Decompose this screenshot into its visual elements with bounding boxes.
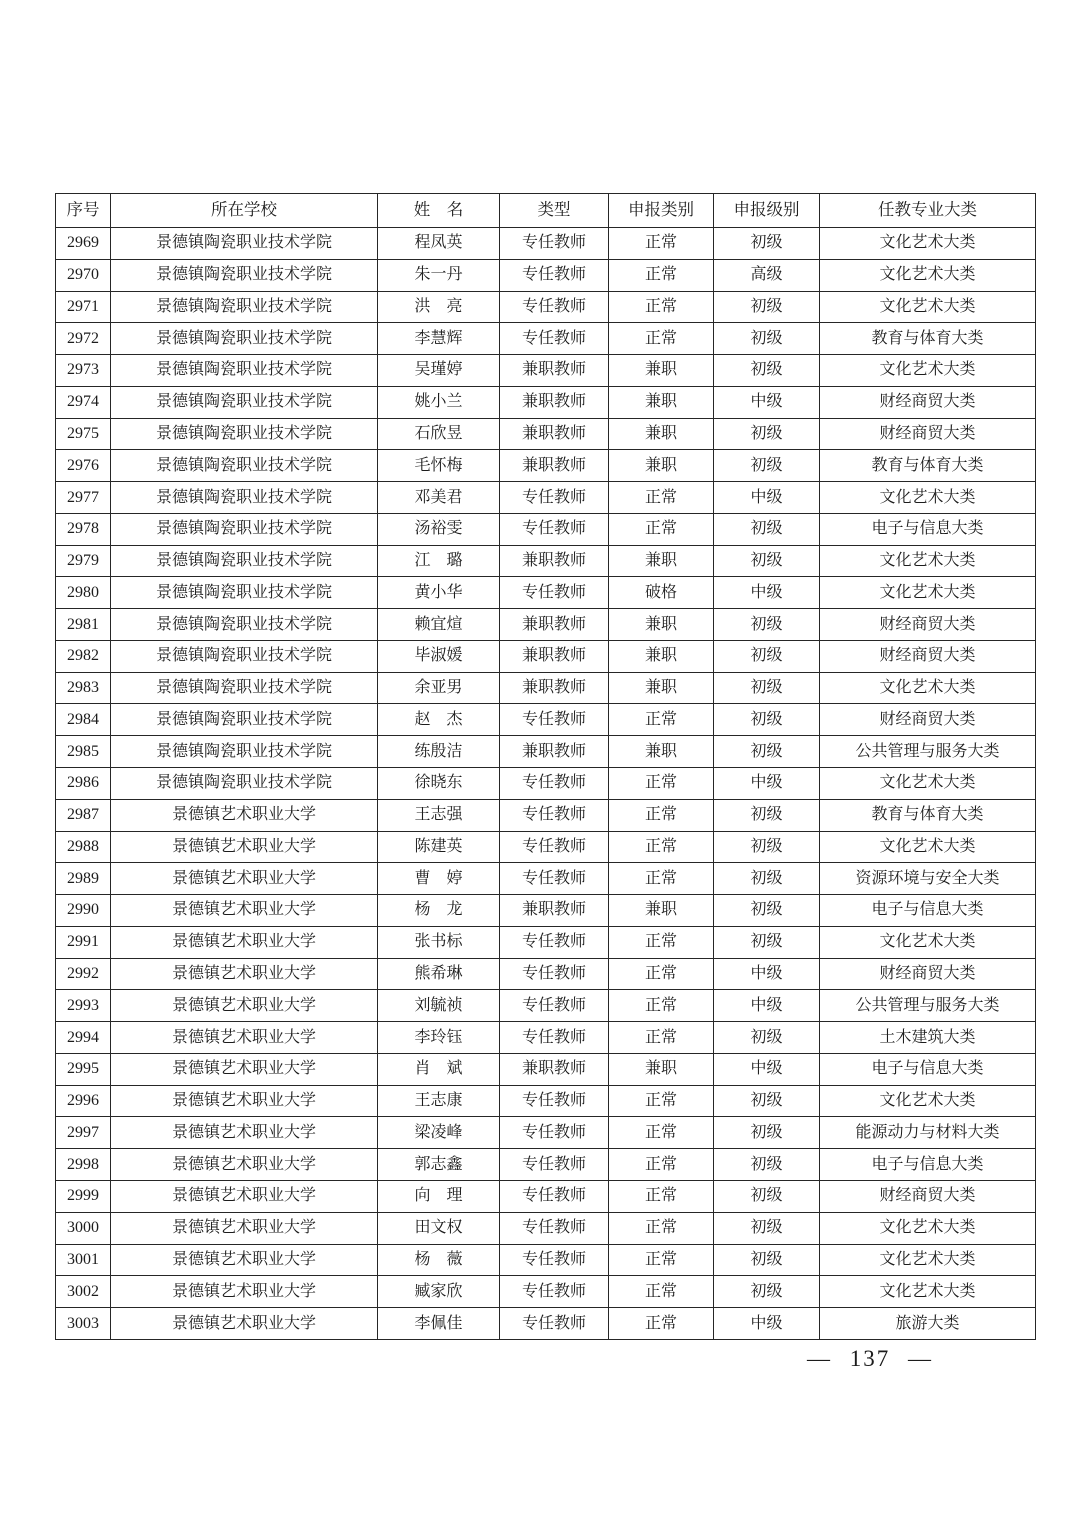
table-cell: 向 理 xyxy=(378,1180,500,1212)
table-cell: 兼职教师 xyxy=(500,545,609,577)
table-cell: 初级 xyxy=(714,418,820,450)
table-cell: 正常 xyxy=(609,259,714,291)
table-cell: 2997 xyxy=(56,1117,111,1149)
table-cell: 初级 xyxy=(714,1276,820,1308)
table-cell: 兼职 xyxy=(609,386,714,418)
table-row xyxy=(56,831,1036,863)
table-cell: 专任教师 xyxy=(500,259,609,291)
table-cell: 景德镇艺术职业大学 xyxy=(111,958,378,990)
table-cell: 专任教师 xyxy=(500,1308,609,1340)
table-cell: 兼职 xyxy=(609,895,714,927)
table-cell: 2988 xyxy=(56,831,111,863)
column-header-6: 申报级别 xyxy=(714,194,820,228)
table-cell: 景德镇艺术职业大学 xyxy=(111,1308,378,1340)
table-row xyxy=(56,799,1036,831)
table-row xyxy=(56,958,1036,990)
table-cell: 文化艺术大类 xyxy=(820,831,1036,863)
table-cell: 文化艺术大类 xyxy=(820,926,1036,958)
table-row xyxy=(56,577,1036,609)
table-cell: 景德镇陶瓷职业技术学院 xyxy=(111,704,378,736)
table-cell: 王志强 xyxy=(378,799,500,831)
table-cell: 初级 xyxy=(714,1022,820,1054)
table-cell: 文化艺术大类 xyxy=(820,1244,1036,1276)
table-cell: 2969 xyxy=(56,228,111,260)
column-header-4: 类型 xyxy=(500,194,609,228)
table-cell: 兼职 xyxy=(609,545,714,577)
table-cell: 电子与信息大类 xyxy=(820,513,1036,545)
table-cell: 中级 xyxy=(714,768,820,800)
table-cell: 初级 xyxy=(714,1244,820,1276)
table-row xyxy=(56,1308,1036,1340)
table-row xyxy=(56,323,1036,355)
table-row xyxy=(56,768,1036,800)
table-cell: 2978 xyxy=(56,513,111,545)
table-cell: 专任教师 xyxy=(500,291,609,323)
table-cell: 2985 xyxy=(56,736,111,768)
table-row xyxy=(56,418,1036,450)
table-row xyxy=(56,1117,1036,1149)
table-cell: 2980 xyxy=(56,577,111,609)
table-cell: 2974 xyxy=(56,386,111,418)
table-cell: 兼职教师 xyxy=(500,640,609,672)
table-cell: 景德镇陶瓷职业技术学院 xyxy=(111,736,378,768)
table-cell: 3003 xyxy=(56,1308,111,1340)
table-row xyxy=(56,259,1036,291)
table-cell: 熊希琳 xyxy=(378,958,500,990)
table-row xyxy=(56,1085,1036,1117)
table-cell: 初级 xyxy=(714,799,820,831)
table-cell: 景德镇艺术职业大学 xyxy=(111,895,378,927)
table-cell: 文化艺术大类 xyxy=(820,228,1036,260)
table-cell: 江 璐 xyxy=(378,545,500,577)
table-cell: 文化艺术大类 xyxy=(820,482,1036,514)
table-cell: 汤裕雯 xyxy=(378,513,500,545)
table-cell: 田文权 xyxy=(378,1212,500,1244)
table-cell: 初级 xyxy=(714,926,820,958)
table-cell: 专任教师 xyxy=(500,1149,609,1181)
table-cell: 2976 xyxy=(56,450,111,482)
table-row xyxy=(56,482,1036,514)
table-cell: 景德镇陶瓷职业技术学院 xyxy=(111,672,378,704)
table-cell: 专任教师 xyxy=(500,768,609,800)
table-cell: 曹 婷 xyxy=(378,863,500,895)
table-cell: 电子与信息大类 xyxy=(820,1053,1036,1085)
table-cell: 中级 xyxy=(714,990,820,1022)
table-cell: 景德镇艺术职业大学 xyxy=(111,1117,378,1149)
table-cell: 余亚男 xyxy=(378,672,500,704)
table-cell: 初级 xyxy=(714,704,820,736)
table-cell: 杨 薇 xyxy=(378,1244,500,1276)
table-cell: 景德镇陶瓷职业技术学院 xyxy=(111,545,378,577)
table-cell: 正常 xyxy=(609,513,714,545)
table-body xyxy=(56,228,1036,1340)
table-cell: 正常 xyxy=(609,831,714,863)
table-cell: 初级 xyxy=(714,355,820,387)
table-cell: 3002 xyxy=(56,1276,111,1308)
table-cell: 景德镇陶瓷职业技术学院 xyxy=(111,323,378,355)
table-cell: 文化艺术大类 xyxy=(820,672,1036,704)
table-cell: 2992 xyxy=(56,958,111,990)
table-cell: 初级 xyxy=(714,1149,820,1181)
table-cell: 2979 xyxy=(56,545,111,577)
table-cell: 景德镇陶瓷职业技术学院 xyxy=(111,386,378,418)
table-cell: 程凤英 xyxy=(378,228,500,260)
table-cell: 3000 xyxy=(56,1212,111,1244)
table-cell: 教育与体育大类 xyxy=(820,450,1036,482)
table-cell: 中级 xyxy=(714,958,820,990)
table-cell: 专任教师 xyxy=(500,1085,609,1117)
table-cell: 景德镇艺术职业大学 xyxy=(111,1180,378,1212)
table-cell: 文化艺术大类 xyxy=(820,291,1036,323)
table-cell: 赖宜煊 xyxy=(378,609,500,641)
table-cell: 中级 xyxy=(714,1053,820,1085)
table-cell: 梁凌峰 xyxy=(378,1117,500,1149)
table-cell: 杨 龙 xyxy=(378,895,500,927)
table-cell: 2977 xyxy=(56,482,111,514)
table-row xyxy=(56,1022,1036,1054)
table-cell: 文化艺术大类 xyxy=(820,1085,1036,1117)
table-cell: 正常 xyxy=(609,1244,714,1276)
table-cell: 2987 xyxy=(56,799,111,831)
table-cell: 正常 xyxy=(609,1276,714,1308)
table-cell: 财经商贸大类 xyxy=(820,958,1036,990)
table-cell: 专任教师 xyxy=(500,577,609,609)
table-cell: 文化艺术大类 xyxy=(820,1212,1036,1244)
table-cell: 财经商贸大类 xyxy=(820,386,1036,418)
table-cell: 兼职教师 xyxy=(500,609,609,641)
table-cell: 正常 xyxy=(609,323,714,355)
table-cell: 兼职教师 xyxy=(500,418,609,450)
table-cell: 正常 xyxy=(609,704,714,736)
table-row xyxy=(56,386,1036,418)
table-cell: 专任教师 xyxy=(500,1212,609,1244)
table-cell: 初级 xyxy=(714,291,820,323)
table-cell: 景德镇艺术职业大学 xyxy=(111,1276,378,1308)
table-cell: 正常 xyxy=(609,768,714,800)
table-cell: 专任教师 xyxy=(500,1244,609,1276)
table-cell: 财经商贸大类 xyxy=(820,640,1036,672)
table-cell: 景德镇艺术职业大学 xyxy=(111,1212,378,1244)
table-cell: 景德镇艺术职业大学 xyxy=(111,863,378,895)
column-header-7: 任教专业大类 xyxy=(820,194,1036,228)
table-cell: 2984 xyxy=(56,704,111,736)
table-cell: 李玲钰 xyxy=(378,1022,500,1054)
table-cell: 破格 xyxy=(609,577,714,609)
table-cell: 姚小兰 xyxy=(378,386,500,418)
table-cell: 文化艺术大类 xyxy=(820,545,1036,577)
table-cell: 2981 xyxy=(56,609,111,641)
table-cell: 能源动力与材料大类 xyxy=(820,1117,1036,1149)
table-cell: 吴瑾婷 xyxy=(378,355,500,387)
table-row xyxy=(56,704,1036,736)
table-cell: 兼职教师 xyxy=(500,355,609,387)
table-cell: 正常 xyxy=(609,1308,714,1340)
table-cell: 专任教师 xyxy=(500,863,609,895)
table-cell: 高级 xyxy=(714,259,820,291)
table-cell: 初级 xyxy=(714,672,820,704)
table-cell: 黄小华 xyxy=(378,577,500,609)
table-row xyxy=(56,355,1036,387)
table-cell: 景德镇陶瓷职业技术学院 xyxy=(111,640,378,672)
table-cell: 兼职 xyxy=(609,450,714,482)
table-cell: 毛怀梅 xyxy=(378,450,500,482)
table-cell: 正常 xyxy=(609,1212,714,1244)
table-cell: 文化艺术大类 xyxy=(820,355,1036,387)
table-cell: 正常 xyxy=(609,1085,714,1117)
table-cell: 景德镇陶瓷职业技术学院 xyxy=(111,259,378,291)
table-cell: 正常 xyxy=(609,799,714,831)
table-cell: 财经商贸大类 xyxy=(820,1180,1036,1212)
table-cell: 兼职教师 xyxy=(500,450,609,482)
column-header-5: 申报类别 xyxy=(609,194,714,228)
table-cell: 2994 xyxy=(56,1022,111,1054)
table-cell: 兼职 xyxy=(609,418,714,450)
table-cell: 李慧辉 xyxy=(378,323,500,355)
table-cell: 专任教师 xyxy=(500,990,609,1022)
table-cell: 正常 xyxy=(609,1117,714,1149)
table-cell: 兼职 xyxy=(609,355,714,387)
table-cell: 财经商贸大类 xyxy=(820,609,1036,641)
table-cell: 正常 xyxy=(609,482,714,514)
table-cell: 正常 xyxy=(609,1022,714,1054)
table-cell: 文化艺术大类 xyxy=(820,768,1036,800)
table-cell: 刘毓祯 xyxy=(378,990,500,1022)
table-cell: 兼职教师 xyxy=(500,386,609,418)
table-cell: 初级 xyxy=(714,1117,820,1149)
table-cell: 景德镇陶瓷职业技术学院 xyxy=(111,450,378,482)
table-cell: 兼职 xyxy=(609,609,714,641)
table-cell: 景德镇陶瓷职业技术学院 xyxy=(111,418,378,450)
table-cell: 初级 xyxy=(714,228,820,260)
table-row xyxy=(56,1276,1036,1308)
table-cell: 初级 xyxy=(714,640,820,672)
table-cell: 陈建英 xyxy=(378,831,500,863)
table-row xyxy=(56,895,1036,927)
table-cell: 初级 xyxy=(714,1212,820,1244)
table-cell: 2971 xyxy=(56,291,111,323)
table-cell: 初级 xyxy=(714,1180,820,1212)
table-cell: 景德镇艺术职业大学 xyxy=(111,1085,378,1117)
table-row xyxy=(56,1212,1036,1244)
table-cell: 文化艺术大类 xyxy=(820,259,1036,291)
table-row xyxy=(56,640,1036,672)
table-cell: 徐晓东 xyxy=(378,768,500,800)
table-row xyxy=(56,1244,1036,1276)
table-cell: 2986 xyxy=(56,768,111,800)
table-row xyxy=(56,1149,1036,1181)
table-row xyxy=(56,228,1036,260)
header-row xyxy=(56,194,1036,228)
table-cell: 初级 xyxy=(714,831,820,863)
table-row xyxy=(56,450,1036,482)
table-cell: 教育与体育大类 xyxy=(820,323,1036,355)
table-cell: 李佩佳 xyxy=(378,1308,500,1340)
table-cell: 正常 xyxy=(609,926,714,958)
table-cell: 郭志鑫 xyxy=(378,1149,500,1181)
table-cell: 2973 xyxy=(56,355,111,387)
table-row xyxy=(56,990,1036,1022)
table-cell: 正常 xyxy=(609,1180,714,1212)
table-row xyxy=(56,736,1036,768)
table-cell: 初级 xyxy=(714,895,820,927)
table-cell: 正常 xyxy=(609,291,714,323)
table-cell: 赵 杰 xyxy=(378,704,500,736)
table-cell: 土木建筑大类 xyxy=(820,1022,1036,1054)
table-cell: 景德镇艺术职业大学 xyxy=(111,831,378,863)
table-cell: 邓美君 xyxy=(378,482,500,514)
table-cell: 正常 xyxy=(609,990,714,1022)
table-cell: 兼职 xyxy=(609,672,714,704)
table-row xyxy=(56,609,1036,641)
table-cell: 正常 xyxy=(609,228,714,260)
table-cell: 中级 xyxy=(714,1308,820,1340)
table-cell: 景德镇艺术职业大学 xyxy=(111,926,378,958)
table-cell: 景德镇艺术职业大学 xyxy=(111,990,378,1022)
table-cell: 专任教师 xyxy=(500,958,609,990)
table-cell: 景德镇艺术职业大学 xyxy=(111,1244,378,1276)
table-cell: 初级 xyxy=(714,609,820,641)
table-cell: 2990 xyxy=(56,895,111,927)
table-cell: 专任教师 xyxy=(500,926,609,958)
table-cell: 景德镇陶瓷职业技术学院 xyxy=(111,513,378,545)
table-cell: 文化艺术大类 xyxy=(820,577,1036,609)
table-cell: 2975 xyxy=(56,418,111,450)
table-cell: 肖 斌 xyxy=(378,1053,500,1085)
table-cell: 旅游大类 xyxy=(820,1308,1036,1340)
table-cell: 初级 xyxy=(714,863,820,895)
table-cell: 臧家欣 xyxy=(378,1276,500,1308)
table-cell: 初级 xyxy=(714,450,820,482)
table-row xyxy=(56,513,1036,545)
table-cell: 中级 xyxy=(714,386,820,418)
table-row xyxy=(56,672,1036,704)
table-cell: 景德镇陶瓷职业技术学院 xyxy=(111,577,378,609)
table-cell: 景德镇陶瓷职业技术学院 xyxy=(111,482,378,514)
table-cell: 兼职 xyxy=(609,1053,714,1085)
table-cell: 初级 xyxy=(714,513,820,545)
table-cell: 专任教师 xyxy=(500,1180,609,1212)
table-cell: 兼职教师 xyxy=(500,736,609,768)
column-header-1: 序号 xyxy=(56,194,111,228)
table-cell: 2989 xyxy=(56,863,111,895)
table-cell: 文化艺术大类 xyxy=(820,1276,1036,1308)
table-cell: 3001 xyxy=(56,1244,111,1276)
table-cell: 2991 xyxy=(56,926,111,958)
table-cell: 2972 xyxy=(56,323,111,355)
table-cell: 教育与体育大类 xyxy=(820,799,1036,831)
table-cell: 2993 xyxy=(56,990,111,1022)
page-number: — 137 — xyxy=(807,1346,933,1371)
table-cell: 2995 xyxy=(56,1053,111,1085)
table-cell: 初级 xyxy=(714,1085,820,1117)
table-cell: 专任教师 xyxy=(500,513,609,545)
table-cell: 景德镇陶瓷职业技术学院 xyxy=(111,228,378,260)
table-cell: 电子与信息大类 xyxy=(820,1149,1036,1181)
table-row xyxy=(56,291,1036,323)
table-cell: 2982 xyxy=(56,640,111,672)
table-cell: 资源环境与安全大类 xyxy=(820,863,1036,895)
table-cell: 初级 xyxy=(714,545,820,577)
table-cell: 兼职教师 xyxy=(500,1053,609,1085)
table-cell: 洪 亮 xyxy=(378,291,500,323)
table-cell: 景德镇艺术职业大学 xyxy=(111,799,378,831)
table-row xyxy=(56,863,1036,895)
table-cell: 专任教师 xyxy=(500,323,609,355)
table-cell: 专任教师 xyxy=(500,799,609,831)
table-cell: 兼职 xyxy=(609,640,714,672)
table-cell: 专任教师 xyxy=(500,1022,609,1054)
table-cell: 张书标 xyxy=(378,926,500,958)
table-cell: 专任教师 xyxy=(500,1276,609,1308)
table-cell: 专任教师 xyxy=(500,831,609,863)
table-cell: 财经商贸大类 xyxy=(820,418,1036,450)
table-cell: 2970 xyxy=(56,259,111,291)
table-cell: 专任教师 xyxy=(500,228,609,260)
table-row xyxy=(56,545,1036,577)
table-cell: 兼职教师 xyxy=(500,672,609,704)
teacher-roster-table xyxy=(55,193,1036,1340)
table-cell: 毕淑媛 xyxy=(378,640,500,672)
table-cell: 王志康 xyxy=(378,1085,500,1117)
table-cell: 景德镇陶瓷职业技术学院 xyxy=(111,355,378,387)
table-cell: 正常 xyxy=(609,863,714,895)
table-cell: 景德镇陶瓷职业技术学院 xyxy=(111,291,378,323)
table-cell: 公共管理与服务大类 xyxy=(820,736,1036,768)
table-cell: 2998 xyxy=(56,1149,111,1181)
table-cell: 专任教师 xyxy=(500,1117,609,1149)
table-cell: 初级 xyxy=(714,323,820,355)
table-cell: 景德镇艺术职业大学 xyxy=(111,1053,378,1085)
table-cell: 景德镇陶瓷职业技术学院 xyxy=(111,609,378,641)
table-cell: 正常 xyxy=(609,958,714,990)
table-cell: 2999 xyxy=(56,1180,111,1212)
table-row xyxy=(56,926,1036,958)
table-cell: 兼职 xyxy=(609,736,714,768)
table-cell: 2996 xyxy=(56,1085,111,1117)
table-cell: 公共管理与服务大类 xyxy=(820,990,1036,1022)
table-cell: 财经商贸大类 xyxy=(820,704,1036,736)
table-row xyxy=(56,1180,1036,1212)
table-cell: 朱一丹 xyxy=(378,259,500,291)
table-row xyxy=(56,1053,1036,1085)
table-cell: 专任教师 xyxy=(500,704,609,736)
table-cell: 正常 xyxy=(609,1149,714,1181)
column-header-3: 姓 名 xyxy=(378,194,500,228)
table-cell: 兼职教师 xyxy=(500,895,609,927)
column-header-2: 所在学校 xyxy=(111,194,378,228)
table-cell: 中级 xyxy=(714,482,820,514)
table-cell: 景德镇艺术职业大学 xyxy=(111,1022,378,1054)
table-cell: 石欣昱 xyxy=(378,418,500,450)
table-cell: 景德镇陶瓷职业技术学院 xyxy=(111,768,378,800)
table-cell: 中级 xyxy=(714,577,820,609)
table-cell: 练殷洁 xyxy=(378,736,500,768)
table-cell: 电子与信息大类 xyxy=(820,895,1036,927)
table-cell: 2983 xyxy=(56,672,111,704)
table-cell: 初级 xyxy=(714,736,820,768)
table-cell: 专任教师 xyxy=(500,482,609,514)
table-cell: 景德镇艺术职业大学 xyxy=(111,1149,378,1181)
